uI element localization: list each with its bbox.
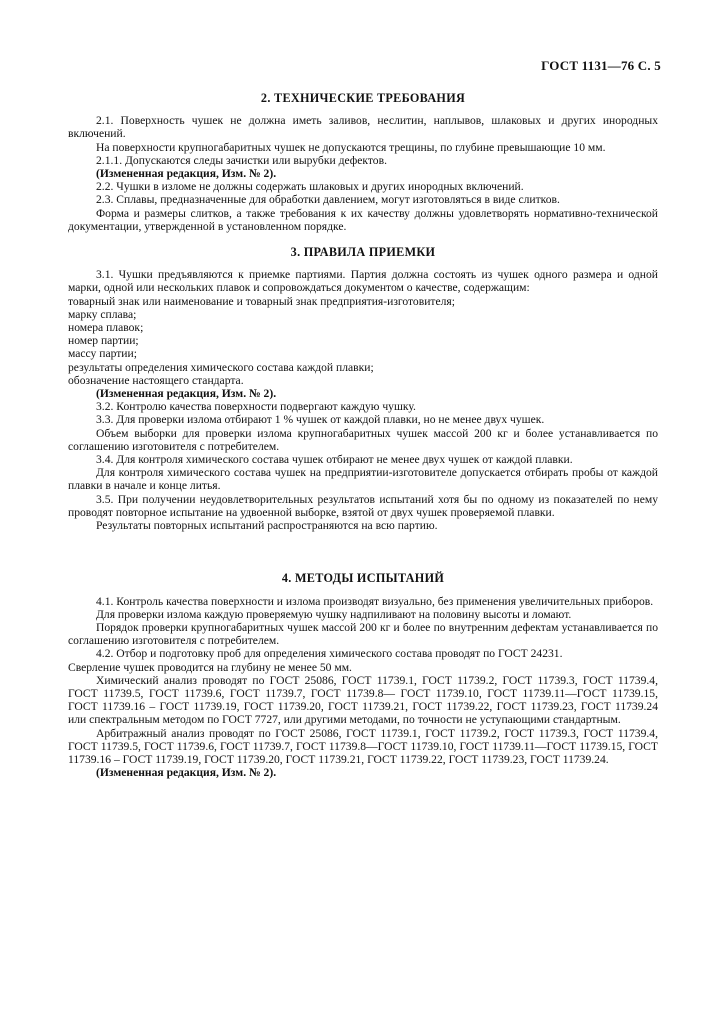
amendment-note: (Измененная редакция, Изм. № 2).: [96, 387, 277, 401]
paragraph: 2.3. Сплавы, предназначенные для обработки давлением, могут изготовляться в виде слитков.: [96, 193, 560, 207]
paragraph: 4.2. Отбор и подготовку проб для определения химического состава проводят по ГОСТ 24231.: [96, 647, 563, 661]
list-item: номера плавок;: [68, 321, 144, 335]
paragraph: Объем выборки для проверки излома крупногабаритных чушек массой 200 кг и более устанавливается по соглашению изготовителя с потребителем.: [68, 426, 658, 453]
paragraph: Сверление чушек проводится на глубину не менее 50 мм.: [68, 660, 352, 674]
paragraph: Для контроля химического состава чушек на предприятии-изготовителе допускается отбирать пробы от каждой плавки в начале и конце литья.: [68, 466, 658, 493]
paragraph: 2.1. Поверхность чушек не должна иметь заливов, неслитин, наплывов, шлаковых и других инородных включений.: [68, 114, 658, 141]
paragraph: Форма и размеры слитков, а также требования к их качеству должны удовлетворять нормативно-технической документации, утвержденной в установленном порядке.: [68, 206, 658, 233]
paragraph: 3.4. Для контроля химического состава чушек отбирают не менее двух чушек от каждой плавки.: [96, 453, 573, 467]
paragraph: 3.1. Чушки предъявляются к приемке партиями. Партия должна состоять из чушек одного размера и одной марки, одной или нескольких плавок и сопровождаться документом о качестве, содержащим:: [68, 268, 658, 295]
paragraph: 3.5. При получении неудовлетворительных результатов испытаний хотя бы по одному из показателей по нему проводят повторное испытание на удвоенной выборке, взятой от двух чушек проверяемой плавки.: [68, 492, 658, 519]
section-technical-requirements: [68, 92, 658, 233]
paragraph: Порядок проверки крупногабаритных чушек массой 200 кг и более по внутренним дефектам устанавливается по соглашению изготовителя с потребителем.: [68, 620, 658, 648]
list-item: обозначение настоящего стандарта.: [68, 373, 244, 387]
list-item: марку сплава;: [68, 307, 137, 321]
section-2-title: 2. ТЕХНИЧЕСКИЕ ТРЕБОВАНИЯ: [260, 91, 466, 105]
section-test-methods: [68, 572, 658, 779]
section-3-title: 3. ПРАВИЛА ПРИЕМКИ: [290, 245, 436, 260]
paragraph: На поверхности крупногабаритных чушек не допускаются трещины, по глубине превышающие 10 мм.: [96, 140, 606, 154]
paragraph: 3.2. Контролю качества поверхности подвергают каждую чушку.: [96, 400, 416, 414]
paragraph: Химический анализ проводят по ГОСТ 25086, ГОСТ 11739.1, ГОСТ 11739.2, ГОСТ 11739.3, ГОСТ 11739.4, ГОСТ 11739.5, ГОСТ 11739.6, ГОСТ 11739.7, ГОСТ 11739.8— ГОСТ 11739.10, ГОСТ 11739.11—ГОСТ 11739.15, ГОСТ 11739.16 – ГОСТ 11739.19, ГОСТ 11739.20, ГОСТ 11739.21, ГОСТ 11739.22, ГОСТ 11739.23, ГОСТ 11739.24 или спектральным методом по ГОСТ 7727, или другими методами, по точности не уступающими стандартным.: [68, 673, 658, 727]
section-acceptance-rules: [68, 246, 658, 532]
page-header: ГОСТ 1131—76 С. 5: [541, 58, 661, 73]
paragraph: 4.1. Контроль качества поверхности и излома производят визуально, без применения увеличительных приборов.: [96, 594, 654, 608]
section-4-title: 4. МЕТОДЫ ИСПЫТАНИЙ: [281, 571, 445, 586]
paragraph: 2.1.1. Допускаются следы зачистки или вырубки дефектов.: [96, 153, 387, 167]
paragraph: Для проверки излома каждую проверяемую чушку надпиливают на половину высоты и ломают.: [96, 607, 572, 621]
list-item: массу партии;: [68, 347, 137, 361]
amendment-note: (Измененная редакция, Изм. № 2).: [96, 167, 277, 181]
document-body: [68, 92, 658, 779]
amendment-note: (Измененная редакция, Изм. № 2).: [96, 766, 277, 780]
list-item: результаты определения химического состава каждой плавки;: [68, 360, 374, 374]
paragraph: 2.2. Чушки в изломе не должны содержать шлаковых и других инородных включений.: [96, 180, 524, 194]
paragraph: 3.3. Для проверки излома отбирают 1 % чушек от каждой плавки, но не менее двух чушек.: [96, 413, 545, 427]
list-item: товарный знак или наименование и товарный знак предприятия-изготовителя;: [68, 294, 455, 308]
list-item: номер партии;: [68, 334, 139, 348]
paragraph: Результаты повторных испытаний распространяются на всю партию.: [96, 519, 438, 533]
paragraph: Арбитражный анализ проводят по ГОСТ 25086, ГОСТ 11739.1, ГОСТ 11739.2, ГОСТ 11739.3, ГОСТ 11739.4, ГОСТ 11739.5, ГОСТ 11739.6, ГОСТ 11739.7, ГОСТ 11739.8—ГОСТ 11739.10, ГОСТ 11739.11—ГОСТ 11739.15, ГОСТ 11739.16 – ГОСТ 11739.19, ГОСТ 11739.20, ГОСТ 11739.21, ГОСТ 11739.22, ГОСТ 11739.23, ГОСТ 11739.24.: [68, 726, 658, 766]
